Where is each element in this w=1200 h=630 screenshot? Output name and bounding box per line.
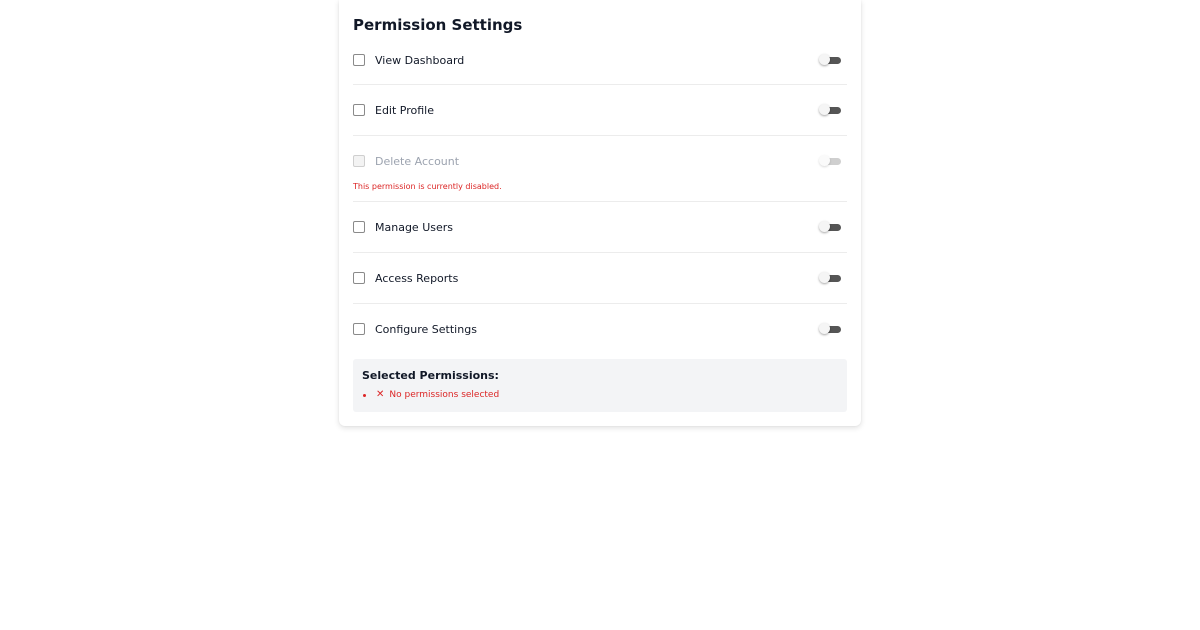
view-dashboard-toggle[interactable] xyxy=(819,54,841,66)
view-dashboard-checkbox[interactable] xyxy=(353,54,365,66)
permission-item-view-dashboard xyxy=(353,36,847,85)
summary-empty-text: No permissions selected xyxy=(389,390,500,400)
selected-permissions-summary xyxy=(353,359,847,412)
summary-empty-item xyxy=(362,389,838,401)
manage-users-checkbox[interactable] xyxy=(353,221,365,233)
toggle-knob xyxy=(819,323,830,334)
permission-label: Access Reports xyxy=(375,271,459,285)
permission-settings-card xyxy=(339,0,861,426)
manage-users-toggle[interactable] xyxy=(819,221,841,233)
summary-title: Selected Permissions: xyxy=(362,369,499,382)
permission-item-delete-account xyxy=(353,136,847,202)
permission-label: Edit Profile xyxy=(375,103,435,117)
delete-account-checkbox xyxy=(353,155,365,167)
page-title: Permission Settings xyxy=(353,16,523,34)
permission-label: Configure Settings xyxy=(375,322,477,336)
permission-label: View Dashboard xyxy=(375,53,465,67)
disabled-note: This permission is currently disabled. xyxy=(353,182,502,191)
edit-profile-checkbox[interactable] xyxy=(353,104,365,116)
permission-item-edit-profile xyxy=(353,85,847,136)
permission-item-manage-users xyxy=(353,202,847,253)
permission-label: Manage Users xyxy=(375,220,453,234)
permission-label: Delete Account xyxy=(375,154,460,168)
bullet-icon xyxy=(363,394,366,397)
edit-profile-toggle[interactable] xyxy=(819,104,841,116)
configure-settings-checkbox[interactable] xyxy=(353,323,365,335)
toggle-knob xyxy=(819,54,830,65)
toggle-knob xyxy=(819,155,830,166)
access-reports-checkbox[interactable] xyxy=(353,272,365,284)
toggle-knob xyxy=(819,104,830,115)
permission-item-configure-settings xyxy=(353,304,847,354)
permission-item-access-reports xyxy=(353,253,847,304)
access-reports-toggle[interactable] xyxy=(819,272,841,284)
permission-list xyxy=(353,36,847,354)
toggle-knob xyxy=(819,221,830,232)
configure-settings-toggle[interactable] xyxy=(819,323,841,335)
toggle-knob xyxy=(819,272,830,283)
delete-account-toggle xyxy=(819,155,841,167)
x-icon: ✕ xyxy=(376,389,385,400)
